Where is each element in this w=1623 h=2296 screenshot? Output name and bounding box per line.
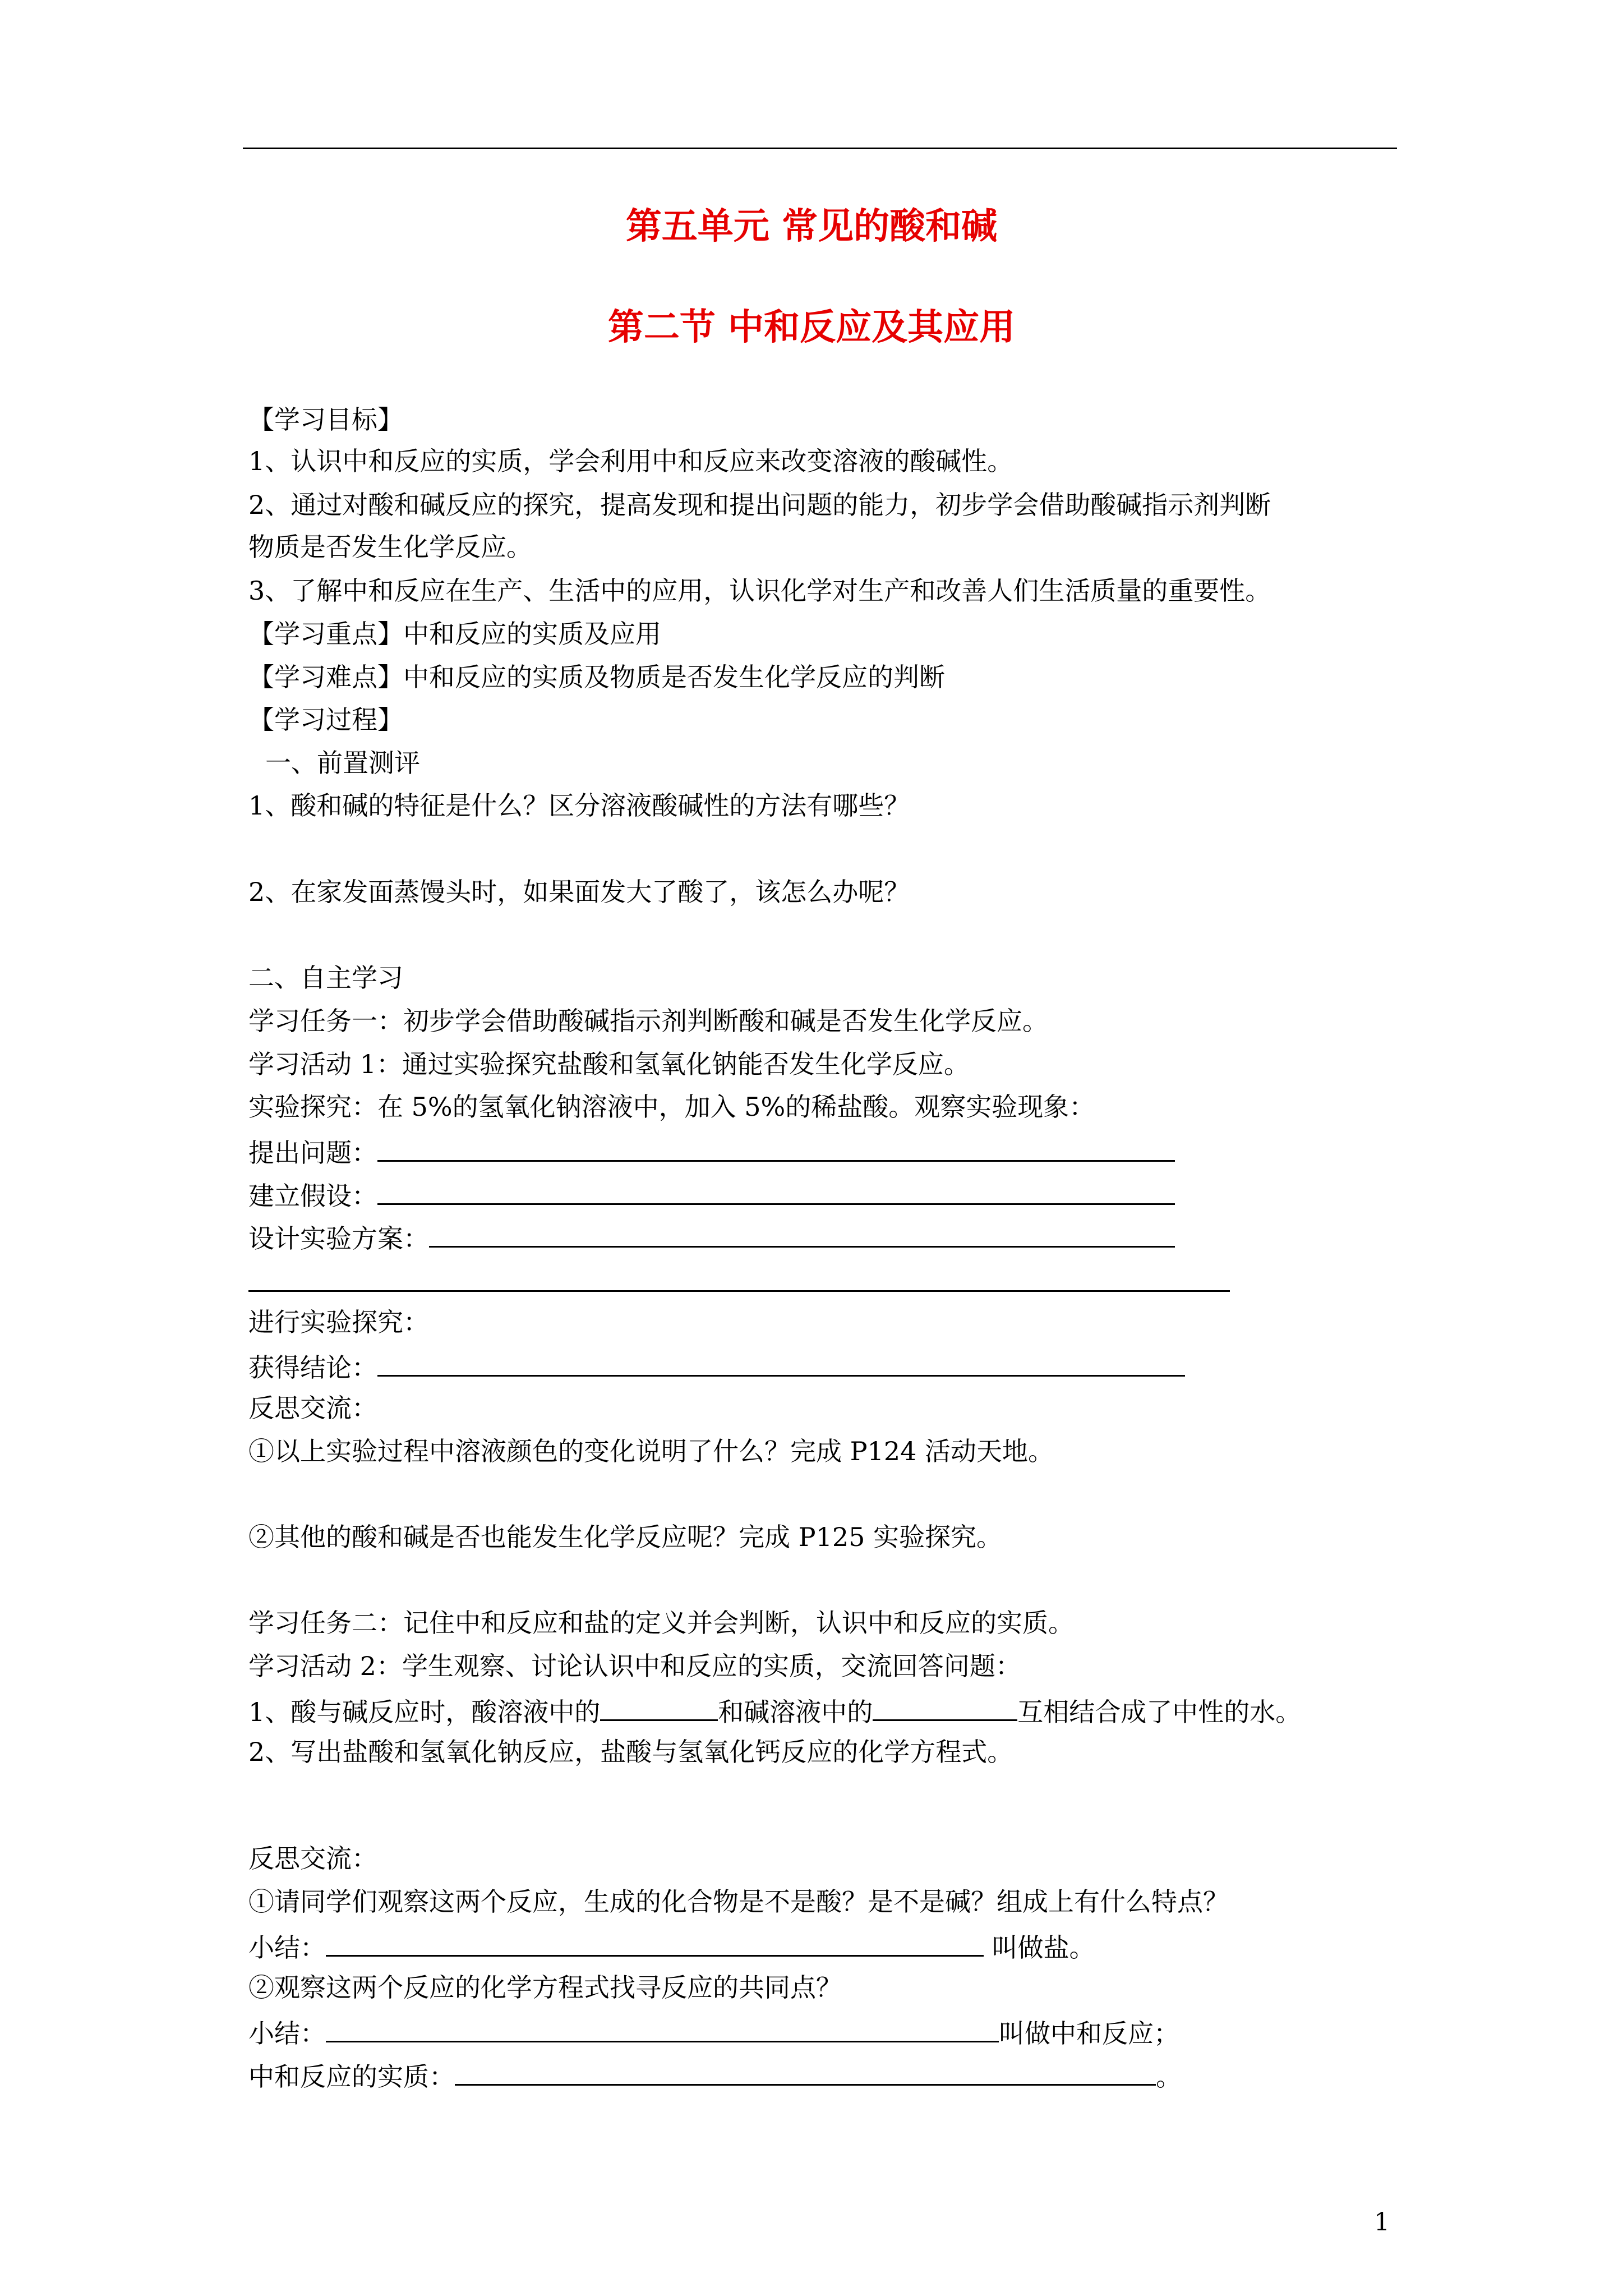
reflection-4: ②观察这两个反应的化学方程式找寻反应的共同点？	[248, 1972, 842, 2003]
question-part-b: 和碱溶液中的	[718, 1697, 873, 1727]
activity-1: 学习活动 1：通过实验探究盐酸和氢氧化钠能否发生化学反应。	[248, 1049, 970, 1079]
conclusion-row	[248, 1348, 1185, 1384]
conclusion-label: 获得结论：	[248, 1352, 377, 1383]
reflection-heading: 反思交流：	[248, 1393, 377, 1423]
salt-definition-blank[interactable]	[326, 1928, 984, 1957]
salt-summary-row	[248, 1928, 1095, 1964]
unit-title: 第五单元 常见的酸和碱	[625, 205, 998, 247]
design-row	[248, 1219, 1175, 1255]
hypothesis-row	[248, 1176, 1175, 1213]
neutral-summary-row	[248, 2014, 1179, 2050]
pretest-question-1: 1、酸和碱的特征是什么？区分溶液酸碱性的方法有哪些？	[248, 790, 910, 821]
objective-2-cont: 物质是否发生化学反应。	[248, 532, 532, 562]
design-label: 设计实验方案：	[248, 1223, 429, 1254]
key-point: 【学习重点】中和反应的实质及应用	[248, 619, 661, 649]
task-2: 学习任务二：记住中和反应和盐的定义并会判断，认识中和反应的实质。	[248, 1608, 1074, 1638]
summary-label: 小结：	[248, 1932, 326, 1963]
essence-label: 中和反应的实质：	[248, 2062, 455, 2092]
self-study-heading: 二、自主学习	[248, 963, 403, 993]
process-heading: 【学习过程】	[248, 705, 403, 735]
summary-label-2: 小结：	[248, 2018, 326, 2049]
task-1: 学习任务一：初步学会借助酸碱指示剂判断酸和碱是否发生化学反应。	[248, 1006, 1048, 1036]
objectives-heading: 【学习目标】	[248, 404, 403, 435]
conduct-experiment: 进行实验探究：	[248, 1307, 429, 1337]
hypothesis-label: 建立假设：	[248, 1181, 377, 1211]
neutralization-definition-blank[interactable]	[326, 2014, 999, 2042]
reflection-3: ①请同学们观察这两个反应，生成的化合物是不是酸？是不是碱？组成上有什么特点？	[248, 1887, 1229, 1917]
essence-row	[248, 2057, 1182, 2093]
question-part-c: 互相结合成了中性的水。	[1017, 1697, 1302, 1727]
experiment-instruction: 实验探究：在 5%的氢氧化钠溶液中，加入 5%的稀盐酸。观察实验现象：	[248, 1092, 1095, 1122]
header-rule	[243, 148, 1397, 149]
objective-2: 2、通过对酸和碱反应的探究，提高发现和提出问题的能力，初步学会借助酸碱指示剂判断	[248, 490, 1271, 520]
hypothesis-blank[interactable]	[377, 1176, 1175, 1205]
base-ion-blank[interactable]	[873, 1692, 1017, 1721]
raise-question-blank[interactable]	[377, 1133, 1175, 1162]
neutral-suffix: 叫做中和反应；	[999, 2018, 1179, 2049]
question-part-a: 1、酸与碱反应时，酸溶液中的	[248, 1697, 601, 1727]
acid-ion-blank[interactable]	[600, 1692, 718, 1721]
essence-period: 。	[1156, 2062, 1182, 2092]
pretest-heading: 一、前置测评	[265, 748, 420, 778]
reflection-heading-2: 反思交流：	[248, 1843, 377, 1874]
raise-question-label: 提出问题：	[248, 1138, 377, 1168]
equation-question: 2、写出盐酸和氢氧化钠反应，盐酸与氢氧化钙反应的化学方程式。	[248, 1737, 1013, 1767]
section-title: 第二节 中和反应及其应用	[607, 306, 1016, 348]
pretest-question-2: 2、在家发面蒸馒头时，如果面发大了酸了，该怎么办呢？	[248, 877, 910, 907]
reflection-1: ①以上实验过程中溶液颜色的变化说明了什么？完成 P124 活动天地。	[248, 1436, 1054, 1466]
essence-blank[interactable]	[455, 2057, 1156, 2086]
page-number: 1	[1374, 2208, 1390, 2237]
neutralization-question-row	[248, 1692, 1301, 1729]
activity-2: 学习活动 2：学生观察、讨论认识中和反应的实质，交流回答问题：	[248, 1651, 1021, 1681]
conclusion-blank[interactable]	[377, 1348, 1185, 1377]
salt-suffix: 叫做盐。	[984, 1932, 1095, 1963]
reflection-2: ②其他的酸和碱是否也能发生化学反应呢？完成 P125 实验探究。	[248, 1522, 1002, 1552]
objective-3: 3、了解中和反应在生产、生活中的应用，认识化学对生产和改善人们生活质量的重要性。	[248, 576, 1271, 606]
design-blank[interactable]	[429, 1219, 1175, 1248]
difficulty: 【学习难点】中和反应的实质及物质是否发生化学反应的判断	[248, 662, 945, 692]
raise-question-row	[248, 1133, 1175, 1170]
objective-1: 1、认识中和反应的实质，学会利用中和反应来改变溶液的酸碱性。	[248, 446, 1013, 476]
design-blank-line-2[interactable]	[248, 1290, 1230, 1292]
